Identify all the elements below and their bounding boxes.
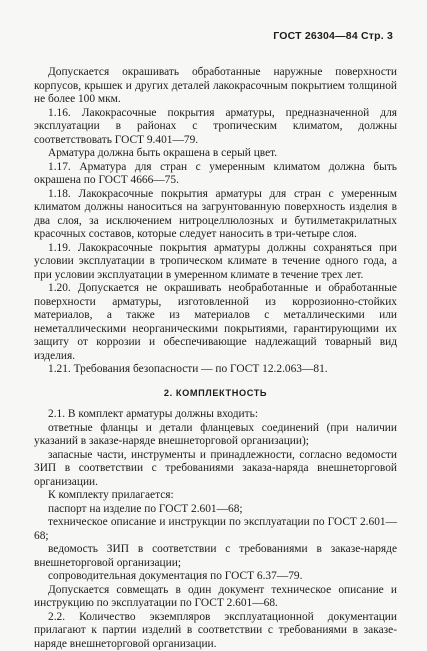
paragraph: паспорт на изделие по ГОСТ 2.601—68; xyxy=(34,503,397,517)
paragraph: запасные части, инструменты и принадлежности, согласно ведомости ЗИП в соответствии с требованиями заказа-наряда внешнеторговой организации. xyxy=(34,449,397,490)
paragraph: ведомость ЗИП в соответствии с требованиями в заказе-наряде внешнеторговой организации; xyxy=(34,543,397,570)
paragraph: техническое описание и инструкции по эксплуатации по ГОСТ 2.601—68; xyxy=(34,516,397,543)
paragraph: 2.1. В комплект арматуры должны входить: xyxy=(34,408,397,422)
paragraph: 1.18. Лакокрасочные покрытия арматуры для стран с умеренным климатом должны наноситься на загрунтованную поверхность изделия в два слоя, за исключением нитроцеллюлозных и бутилметакрилатных красочных составов, которые следует наносить в три-четыре слоя. xyxy=(34,188,397,242)
document-body xyxy=(34,66,397,651)
paragraph: 2.2. Количество экземпляров эксплуатационной документации прилагают к партии изделий в соответствии с требованиями в заказе-наряде внешнеторговой организации. xyxy=(34,611,397,651)
paragraph: 1.16. Лакокрасочные покрытия арматуры, предназначенной для эксплуатации в районах с тропическим климатом, должны соответствовать ГОСТ 9.401—79. xyxy=(34,107,397,148)
paragraph: 1.20. Допускается не окрашивать необработанные и обработанные поверхности арматуры, изготовленной из коррозионно-стойких материалов, а также из материалов с металлическими или неметаллическими неорганическими покрытиями, гарантирующими их защиту от коррозии и обеспечивающие надлежащий товарный вид изделия. xyxy=(34,282,397,363)
paragraph: Допускается окрашивать обработанные наружные поверхности корпусов, крышек и других деталей лакокрасочным покрытием толщиной не более 100 мкм. xyxy=(34,66,397,107)
paragraph: Допускается совмещать в один документ техническое описание и инструкцию по эксплуатации по ГОСТ 2.601—68. xyxy=(34,584,397,611)
paragraph: 1.17. Арматура для стран с умеренным климатом должна быть окрашена по ГОСТ 4666—75. xyxy=(34,161,397,188)
paragraph: 1.19. Лакокрасочные покрытия арматуры должны сохраняться при условии эксплуатации в тропическом климате в течение одного года, а при условии эксплуатации в умеренном климате в течение трех лет. xyxy=(34,242,397,283)
paragraph: 1.21. Требования безопасности — по ГОСТ 12.2.063—81. xyxy=(34,363,397,377)
paragraph: Арматура должна быть окрашена в серый цвет. xyxy=(34,147,397,161)
paragraph: К комплекту прилагается: xyxy=(34,489,397,503)
section-title: 2. КОМПЛЕКТНОСТЬ xyxy=(34,387,397,401)
paragraph: сопроводительная документация по ГОСТ 6.37—79. xyxy=(34,570,397,584)
paragraph: ответные фланцы и детали фланцевых соединений (при наличии указаний в заказе-наряде внешнеторговой организации); xyxy=(34,422,397,449)
page-header: ГОСТ 26304—84 Стр. 3 xyxy=(273,30,393,42)
